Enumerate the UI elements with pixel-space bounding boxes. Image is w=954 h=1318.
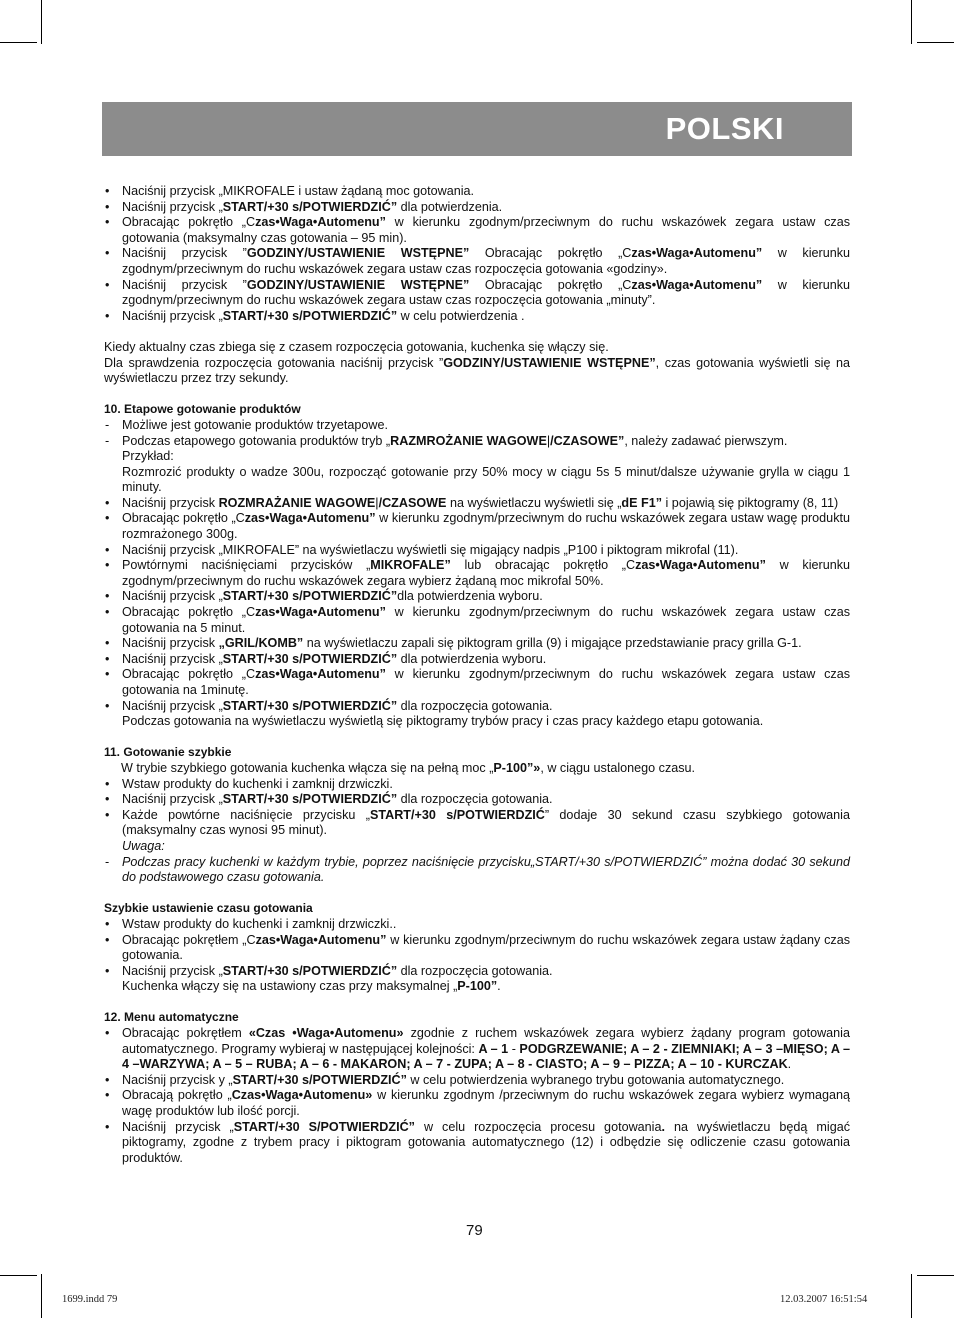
list-item (104, 933, 850, 964)
list-item (104, 543, 850, 559)
crop-mark (41, 0, 42, 44)
list-item (104, 1120, 850, 1167)
list-item-text: Obracając pokrętłem „Czas•Waga•Automenu” w kierunku zgodnym/przeciwnym do ruchu wskazówek zegara ustaw żądany czas gotowania. (122, 932, 851, 963)
list-item-text: Obracają pokrętło „Czas•Waga•Automenu» w kierunku zgodnym /przeciwnym do ruchu wskazówek zegara wybierz wymaganą wagę produktów lub ilość porcji. (122, 1088, 850, 1119)
list-marker: • (105, 1026, 110, 1041)
list-marker: • (105, 1088, 110, 1103)
list-item-text: Naciśnij przycisk „START/+30 s/POTWIERDZIĆ” dla rozpoczęcia gotowania. (122, 792, 553, 807)
list-item (104, 777, 850, 793)
list-marker: • (105, 963, 110, 978)
list-marker: • (105, 589, 110, 604)
list-marker: • (105, 199, 110, 214)
list-item (104, 558, 850, 589)
list-marker: • (105, 1119, 110, 1134)
crop-mark (41, 1274, 42, 1318)
list-item (104, 184, 850, 200)
list-item (104, 605, 850, 636)
list-marker: • (105, 277, 110, 292)
list-item-text: Podczas pracy kuchenki w każdym trybie, poprzez naciśnięcie przycisku„START/+30 s/POTWIERDZIĆ” można dodać 30 sekund do podstawowego czasu gotowania. (122, 854, 850, 885)
crop-mark (917, 42, 954, 43)
list-marker: • (105, 215, 110, 230)
list-item (104, 496, 850, 512)
indented-paragraph: Kuchenka włączy się na ustawiony czas przy maksymalnej „P-100”. (122, 979, 501, 994)
spacer (104, 387, 850, 403)
list-item-text: Naciśnij przycisk у „START/+30 s/POTWIERDZIĆ” w celu potwierdzenia wybranego trybu gotowania automatycznego. (122, 1072, 785, 1087)
list-marker: • (105, 246, 110, 261)
list-marker: • (105, 651, 110, 666)
list-item-text: Każde powtórne naciśnięcie przycisku „START/+30 s/POTWIERDZIĆ” dodaje 30 sekund czasu szybkiego gotowania (maksymalny czas wynosi 95 minut). (122, 807, 850, 838)
spacer (104, 995, 850, 1011)
list-item (104, 1088, 850, 1119)
list-item (104, 434, 850, 450)
section-heading: Szybkie ustawienie czasu gotowania (104, 901, 313, 916)
list-item (104, 964, 850, 980)
list-item (104, 652, 850, 668)
list-marker: • (105, 667, 110, 682)
crop-mark (0, 1275, 37, 1276)
indented-paragraph: Podczas gotowania na wyświetlaczu wyświetlą się piktogramy trybów pracy i czas pracy każdego etapu gotowania. (122, 714, 764, 729)
list-marker: • (105, 1072, 110, 1087)
list-item-text: Naciśnij przycisk ROZMRAŻANIE WAGOWE|/CZASOWE na wyświetlaczu wyświetli się „dE F1” i pojawią się piktogramy (8, 11) (122, 495, 839, 510)
list-item (104, 246, 850, 277)
list-marker: • (105, 558, 110, 573)
spacer (104, 730, 850, 746)
list-item-text: Naciśnij przycisk „START/+30 s/POTWIERDZIĆ” dla potwierdzenia. (122, 199, 503, 214)
crop-mark (911, 0, 912, 44)
crop-mark (0, 42, 37, 43)
list-item (104, 855, 850, 886)
section-heading: 12. Menu automatyczne (104, 1010, 239, 1025)
spacer (104, 324, 850, 340)
crop-mark (911, 1274, 912, 1318)
indented-paragraph: Przykład: (122, 449, 174, 464)
page-content (104, 184, 850, 1166)
list-marker: • (105, 542, 110, 557)
page-number: 79 (466, 1222, 483, 1239)
crop-mark (917, 1275, 954, 1276)
footer-file-info: 1699.indd 79 (62, 1294, 118, 1305)
list-item-text: Obracając pokrętło „Czas•Waga•Automenu” w kierunku zgodnym/przeciwnym do ruchu wskazówek zegara ustaw czas gotowania na 1minutę. (122, 667, 850, 697)
spacer (104, 886, 850, 902)
list-item (104, 808, 850, 839)
list-item-text: Naciśnij przycisk „START/+30 s/POTWIERDZIĆ” dla potwierdzenia wyboru. (122, 651, 547, 666)
list-item (104, 667, 850, 698)
list-item-text: Naciśnij przycisk ”GODZINY/USTAWIENIE WSTĘPNE” Obracając pokrętło „Czas•Waga•Automenu” w kierunku zgodnym/przeciwnym do ruchu wskazówek zegara ustaw czas rozpoczęcia gotowania „minuty”. (122, 277, 850, 308)
list-item-text: Powtórnymi naciśnięciami przycisków „MIKROFALE” lub obracając pokrętło „Czas•Waga•Automenu” w kierunku zgodnym/przeciwnym do ruchu wskazówek zegara wybierz żądaną moc mikrofal 50%. (122, 558, 850, 588)
list-item-text: Naciśnij przycisk „MIKROFALE i ustaw żądaną moc gotowania. (122, 184, 475, 198)
list-marker: • (105, 184, 110, 198)
list-marker: • (105, 605, 110, 620)
list-item (104, 418, 850, 434)
list-item (104, 1073, 850, 1089)
list-marker: • (105, 698, 110, 713)
list-item-text: Obracając pokrętło „Czas•Waga•Automenu” w kierunku zgodnym/przeciwnym do ruchu wskazówek zegara ustaw czas gotowania na 5 minut. (122, 605, 850, 635)
list-item (104, 917, 850, 933)
list-marker: • (105, 636, 110, 651)
list-item-text: Obracając pokrętło „Czas•Waga•Automenu” w kierunku zgodnym/przeciwnym do ruchu wskazówek zegara ustaw czas gotowania (maksymalny czas gotowania – 95 min). (122, 215, 850, 245)
list-item (104, 636, 850, 652)
list-item-text: Wstaw produkty do kuchenki i zamknij drzwiczki.. (122, 916, 397, 931)
list-marker: • (105, 807, 110, 822)
list-marker: - (105, 854, 110, 869)
indented-paragraph: Rozmrozić produkty o wadze 300u, rozpocząć gotowanie przy 50% mocy w ciągu 5s 5 minut/dalsze używanie grylla w ciągu 1 minuty. (122, 464, 850, 495)
list-marker: • (105, 792, 110, 807)
list-marker: • (105, 776, 110, 791)
list-item-text: Naciśnij przycisk ”GODZINY/USTAWIENIE WSTĘPNE” Obracając pokrętło „Czas•Waga•Automenu” w kierunku zgodnym/przeciwnym do ruchu wskazówek zegara ustaw czas rozpoczęcia gotowania «godziny». (122, 246, 850, 276)
list-item-text: Możliwe jest gotowanie produktów trzyetapowe. (122, 417, 388, 432)
paragraph: Kiedy aktualny czas zbiega się z czasem rozpoczęcia gotowania, kuchenka się włączy się. (104, 339, 609, 354)
list-marker: • (105, 932, 110, 947)
language-header-bar (102, 102, 852, 156)
indented-paragraph: Uwaga: (122, 838, 165, 853)
list-marker: • (105, 511, 110, 526)
list-item (104, 792, 850, 808)
indented-paragraph: W trybie szybkiego gotowania kuchenka włącza się na pełną moc „P-100”», w ciągu ustalonego czasu. (121, 760, 696, 775)
section-heading: 11. Gotowanie szybkie (104, 745, 232, 760)
section-heading: 10. Etapowe gotowanie produktów (104, 402, 301, 417)
list-item (104, 215, 850, 246)
list-item-text: Naciśnij przycisk „START/+30 s/POTWIERDZIĆ” w celu potwierdzenia . (122, 308, 525, 323)
list-item-text: Podczas etapowego gotowania produktów tryb „RAZMROŻANIE WAGOWE|/CZASOWE”, należy zadawać pierwszym. (122, 433, 788, 448)
list-item-text: Naciśnij przycisk „GRIL/KOMB” na wyświetlaczu zapali się piktogram grilla (9) i migające przedstawianie pracy grilla G-1. (122, 636, 802, 651)
list-item (104, 589, 850, 605)
list-item-text: Naciśnij przycisk „START/+30 s/POTWIERDZIĆ” dla rozpoczęcia gotowania. (122, 698, 553, 713)
list-marker: - (105, 417, 110, 432)
list-item-text: Obracając pokrętło „Czas•Waga•Automenu” w kierunku zgodnym/przeciwnym do ruchu wskazówek zegara ustaw wagę produktu rozmrażonego 300g. (122, 511, 850, 542)
list-item-text: Naciśnij przycisk „START/+30 S/POTWIERDZIĆ” w celu rozpoczęcia procesu gotowania. na wyświetlaczu będą migać piktogramy, zgodne z trybem pracy i piktogram gotowania automatycznego (12) i odbędzie się odliczenie czasu gotowania produktów. (122, 1119, 850, 1165)
list-item (104, 309, 850, 325)
language-title: POLSKI (665, 111, 784, 146)
list-item-text: Naciśnij przycisk „START/+30 s/POTWIERDZIĆ”dla potwierdzenia wyboru. (122, 589, 543, 604)
list-item-text: Naciśnij przycisk „MIKROFALE” na wyświetlaczu wyświetli się migający nadpis „P100 i piktogram mikrofal (11). (122, 542, 739, 557)
list-marker: • (105, 495, 110, 510)
list-item (104, 699, 850, 715)
list-item (104, 200, 850, 216)
list-item-text: Wstaw produkty do kuchenki i zamknij drzwiczki. (122, 776, 393, 791)
list-item (104, 511, 850, 542)
list-item-text: Obracając pokrętłem «Czas •Waga•Automenu» zgodnie z ruchem wskazówek zegara wybierz żądany program gotowania automatycznego. Programy wybieraj w następującej kolejności: A – 1 - PODGRZEWANIE; A – 2 - ZIEMNIAKI; A – 3 –MIĘSO; A – 4 –WARZYWA; A – 5 – RUBA; A – 6 - MAKARON; A – 7 - ZUPA; A – 8 - CIASTO; A – 9 – PIZZA; A – 10 - KURCZAK. (122, 1026, 850, 1072)
list-marker: • (105, 308, 110, 323)
footer-timestamp: 12.03.2007 16:51:54 (780, 1294, 868, 1305)
list-item-text: Naciśnij przycisk „START/+30 s/POTWIERDZIĆ” dla rozpoczęcia gotowania. (122, 963, 553, 978)
list-marker: • (105, 916, 110, 931)
paragraph: Dla sprawdzenia rozpoczęcia gotowania naciśnij przycisk ”GODZINY/USTAWIENIE WSTĘPNE”, czas gotowania wyświetli się na wyświetlaczu przez trzy sekundy. (104, 355, 851, 386)
list-item (104, 1026, 850, 1073)
list-item (104, 278, 850, 309)
list-marker: - (105, 433, 110, 448)
